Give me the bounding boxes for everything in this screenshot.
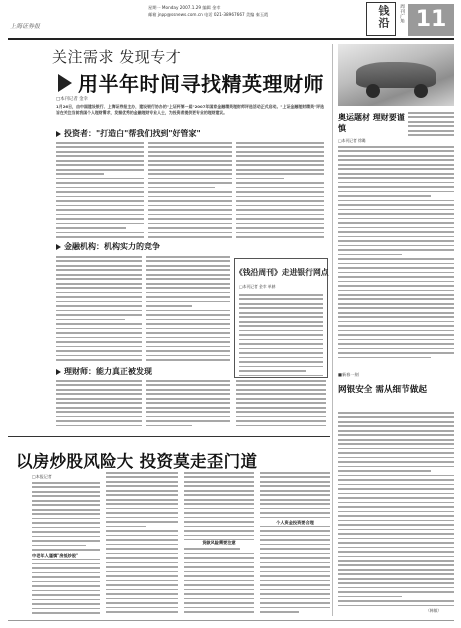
sidebar-box-title: 《钱沿周刊》走进银行网点 [235,268,329,277]
lower-sub2: 贷款风险需要注意 [184,540,254,546]
lower-col4 [260,472,330,616]
header-contact-line: 邮箱 jnpp@ssnews.com.cn 电话 021-38967667 美编 秦玉霞 [148,12,269,17]
header-date-line: 星期一 Monday 2007.1.29 编辑 金幸 [148,5,221,10]
masthead [0,0,461,40]
lower-col1 [32,482,100,616]
title-arrow-icon [58,74,72,92]
page-number: 11 [415,7,447,32]
sec2-arrow-icon [56,244,61,250]
sec1-heading [56,128,201,139]
sec2-col2 [146,256,230,364]
sec1-col3 [236,142,324,240]
section-badge [366,2,396,36]
lower-divider [8,436,330,437]
sidebar-box-byline: □本刊记者 金幸 单赫 [239,284,276,289]
story1-body [338,146,454,366]
sec1-title: 投资者："打造白"帮我们找到"好管家" [64,129,201,138]
sec1-col2 [148,142,232,240]
story2-kicker: ■新春一刻 [338,372,359,377]
sec3-title: 理财师：能力真正被发现 [64,367,152,376]
sec1-arrow-icon [56,131,61,137]
main-kicker: 关注需求 发现专才 [52,48,182,66]
main-title-row [58,68,324,97]
car-photo [338,44,454,106]
footer-rule [8,620,454,621]
sec3-arrow-icon [56,369,61,375]
sec2-col1 [56,256,142,364]
story2-body [338,412,454,612]
sidebar-box [234,258,328,378]
section-subtitle: 周刊广角 [399,4,404,24]
lower-title: 以房炒股风险大 投资莫走歪门道 [16,452,258,471]
header-slogan: 上海证券报 [10,23,41,30]
story2-end: （韩敏） [426,608,442,613]
lower-sub1: 中老年人谨慎"房抵炒股" [32,553,100,559]
story1-body-top [408,112,454,142]
story1-title: 奥运题材 理财要谨慎 [338,113,405,133]
lower-byline: □本报记者 [32,474,52,479]
main-lead: 1月26日，由中国建设银行、上海证券报主办，建设银行协办的"上证杯第一届"2007年国家金融精英理财师评选活动正式启动。"上证金融理财精英"评选旨在关注当前我国个人理财需求，发掘优秀的金融理财专业人士，为投资者提供更专业的理财建议。 [56,104,324,115]
sec2-title: 金融机构：机构实力的竞争 [64,242,160,251]
sec3-col2 [146,380,230,432]
section-name: 钱沿 [377,5,390,29]
main-title: 用半年时间寻找精英理财师 [78,72,324,96]
sec3-heading [56,366,152,377]
page-number-block [408,4,454,36]
sidebar-box-body [239,294,323,384]
story2-title: 网银安全 需从细节做起 [338,385,427,395]
sec3-col1 [56,380,142,432]
lower-col2 [106,472,178,616]
sec2-heading [56,241,160,252]
sec3-col3 [236,380,326,432]
sec1-col1 [56,142,144,240]
lower-sub3: 个人资金投资要合理 [260,520,330,526]
story1-byline: □本刊记者 徐璐 [338,138,366,143]
main-byline: □本刊记者 金幸 [56,97,88,102]
right-column-divider [332,44,333,616]
header-rule [8,38,454,40]
